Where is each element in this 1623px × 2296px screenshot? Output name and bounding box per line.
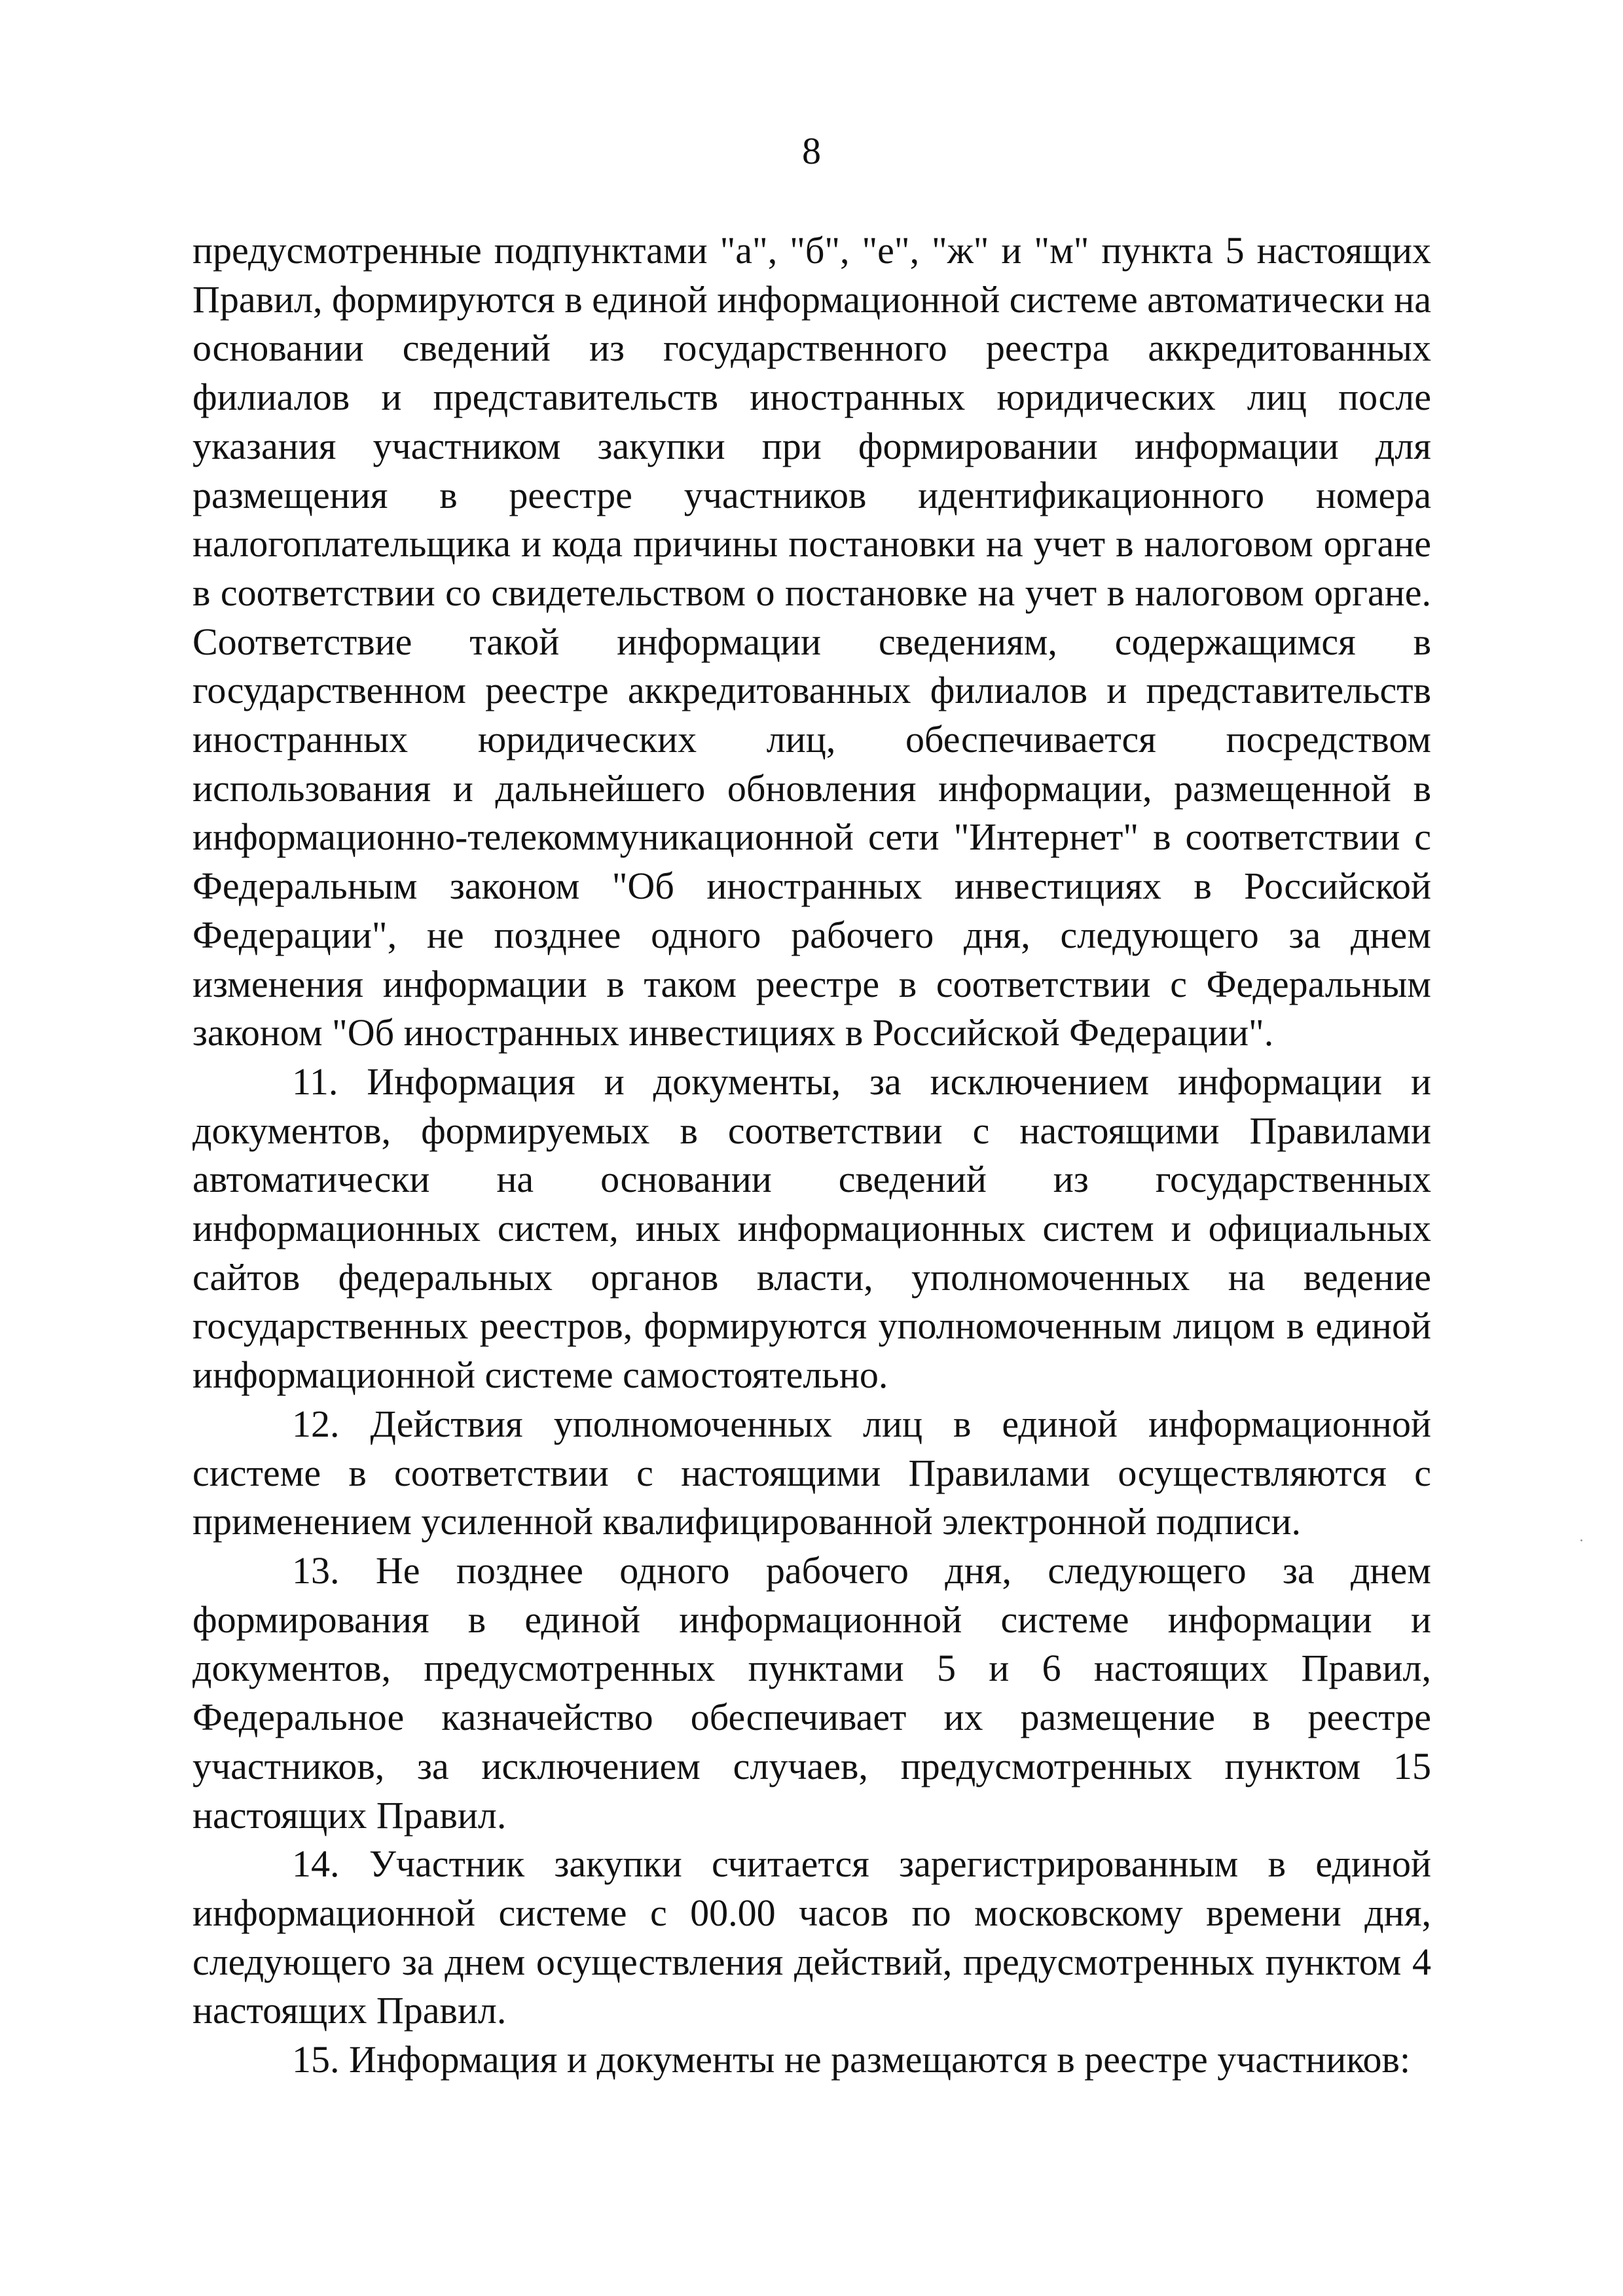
- paragraph-item-11: 11. Информация и документы, за исключением информации и документов, формируемых в соответствии с настоящими Правилами автоматически на основании сведений из государственных информационных систем, иных информационных систем и официальных сайтов федеральных органов власти, уполномоченных на ведение государственных реестров, формируются уполномоченным лицом в единой информационной системе самостоятельно.: [192, 1060, 1431, 1397]
- paragraph-item-14: 14. Участник закупки считается зарегистрированным в единой информационной системе с 00.00 часов по московскому времени дня, следующего за днем осуществления действий, предусмотренных пунктом 4 настоящих Правил.: [192, 1842, 1431, 2032]
- body-text: [192, 226, 1431, 2085]
- paragraph-item-13: 13. Не позднее одного рабочего дня, следующего за днем формирования в единой информационной системе информации и документов, предусмотренных пунктами 5 и 6 настоящих Правил, Федеральное казначейство обеспечивает их размещение в реестре участников, за исключением случаев, предусмотренных пунктом 15 настоящих Правил.: [192, 1549, 1431, 1837]
- paragraph-continuation: предусмотренные подпунктами "а", "б", "е", "ж" и "м" пункта 5 настоящих Правил, формируются в единой информационной системе автоматически на основании сведений из государственного реестра аккредитованных филиалов и представительств иностранных юридических лиц после указания участником закупки при формировании информации для размещения в реестре участников идентификационного номера налогоплательщика и кода причины постановки на учет в налоговом органе в соответствии со свидетельством о постановке на учет в налоговом органе. Соответствие такой информации сведениям, содержащимся в государственном реестре аккредитованных филиалов и представительств иностранных юридических лиц, обеспечивается посредством использования и дальнейшего обновления информации, размещенной в информационно-телекоммуникационной сети "Интернет" в соответствии с Федеральным законом "Об иностранных инвестициях в Российской Федерации", не позднее одного рабочего дня, следующего за днем изменения информации в таком реестре в соответствии с Федеральным законом "Об иностранных инвестициях в Российской Федерации".: [192, 229, 1431, 1054]
- page-number: 8: [802, 130, 821, 172]
- scan-speck: [1580, 1539, 1582, 1541]
- paragraph-item-12: 12. Действия уполномоченных лиц в единой информационной системе в соответствии с настоящими Правилами осуществляются с применением усиленной квалифицированной электронной подписи.: [192, 1402, 1431, 1543]
- paragraph-item-15: 15. Информация и документы не размещаются в реестре участников:: [292, 2038, 1411, 2081]
